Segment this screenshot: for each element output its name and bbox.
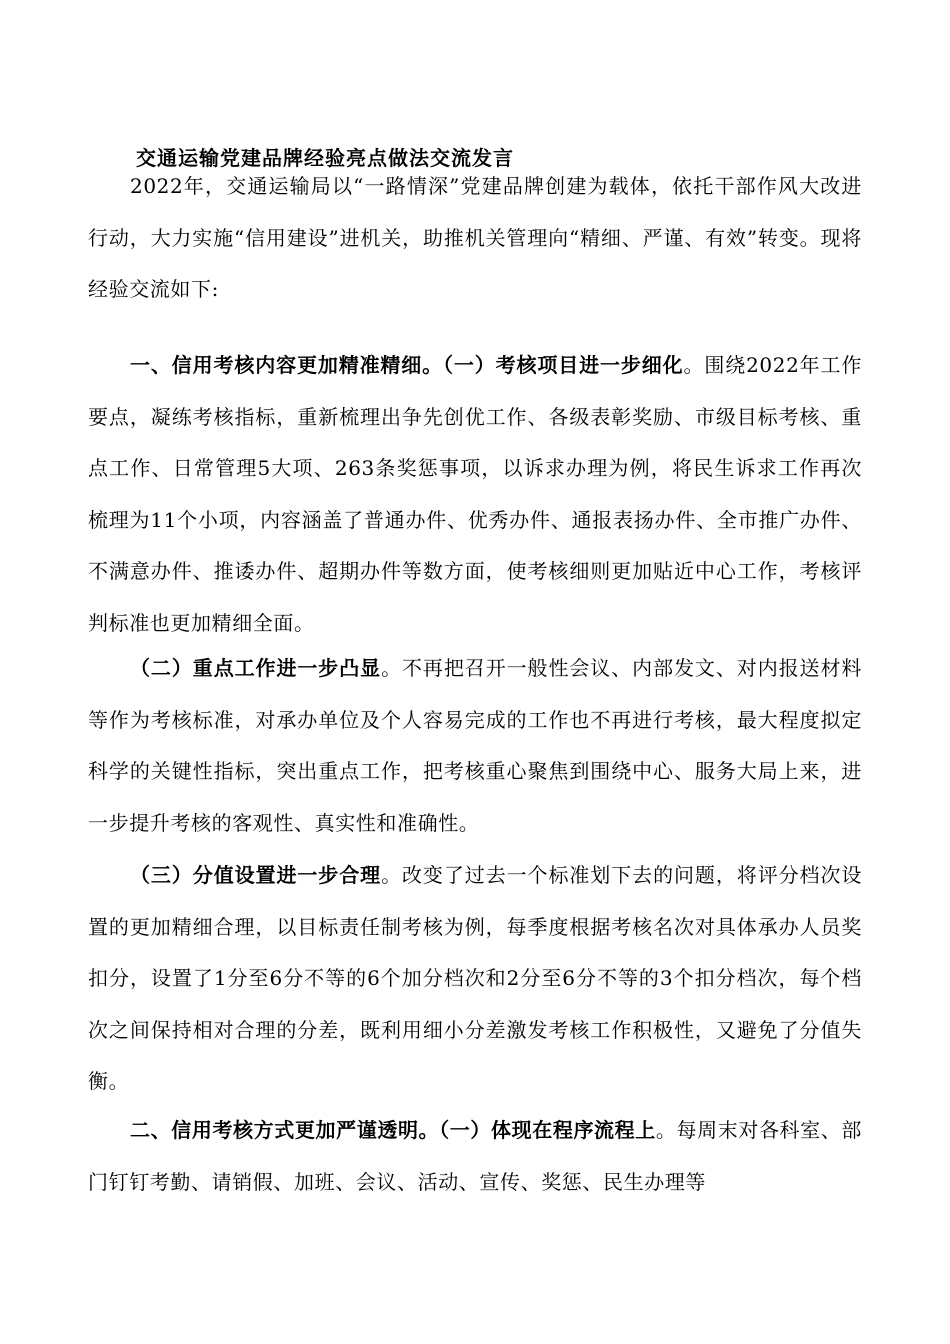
paragraph-section-1-item-3 (88, 850, 862, 1108)
paragraph-body: 。每周末对各科室、部门钉钉考勤、请销假、加班、会议、活动、宣传、奖惩、民生办理等 (88, 1118, 862, 1194)
paragraph-lead: （三）分值设置进一步合理 (130, 863, 382, 887)
paragraph-section-1-item-1 (88, 340, 862, 649)
paragraph-section-2-item-1 (88, 1105, 862, 1208)
paragraph-section-1-item-2 (88, 643, 862, 849)
paragraph-lead: （二）重点工作进一步凸显 (130, 656, 382, 680)
paragraph-body: 。围绕2022年工作要点，凝练考核指标，重新梳理出争先创优工作、各级表彰奖励、市级目标考核、重点工作、日常管理5大项、263条奖惩事项，以诉求办理为例，将民生诉求工作再次梳理为11个小项，内容涵盖了普通办件、优秀办件、通报表扬办件、全市推广办件、不满意办件、推诿办件、超期办件等数方面，使考核细则更加贴近中心工作，考核评判标准也更加精细全面。 (88, 353, 862, 635)
document-title: 交通运输党建品牌经验亮点做法交流发言 (136, 146, 514, 170)
paragraph-lead: 一、信用考核内容更加精准精细。（一）考核项目进一步细化 (130, 353, 684, 377)
paragraph-body: 。不再把召开一般性会议、内部发文、对内报送材料等作为考核标准，对承办单位及个人容易完成的工作也不再进行考核，最大程度拟定科学的关键性指标，突出重点工作，把考核重心聚焦到围绕中心、服务大局上来，进一步提升考核的客观性、真实性和准确性。 (88, 656, 862, 835)
paragraph-body: 2022年，交通运输局以“一路情深”党建品牌创建为载体，依托干部作风大改进行动，大力实施“信用建设”进机关，助推机关管理向“精细、严谨、有效”转变。现将经验交流如下: (88, 174, 862, 301)
paragraph-intro (88, 161, 862, 316)
paragraph-lead: 二、信用考核方式更加严谨透明。（一）体现在程序流程上 (130, 1118, 656, 1142)
paragraph-body: 。改变了过去一个标准划下去的问题，将评分档次设置的更加精细合理，以目标责任制考核为例，每季度根据考核名次对具体承办人员奖扣分，设置了1分至6分不等的6个加分档次和2分至6分不等的3个扣分档次，每个档次之间保持相对合理的分差，既利用细小分差激发考核工作积极性，又避免了分值失衡。 (88, 863, 862, 1093)
